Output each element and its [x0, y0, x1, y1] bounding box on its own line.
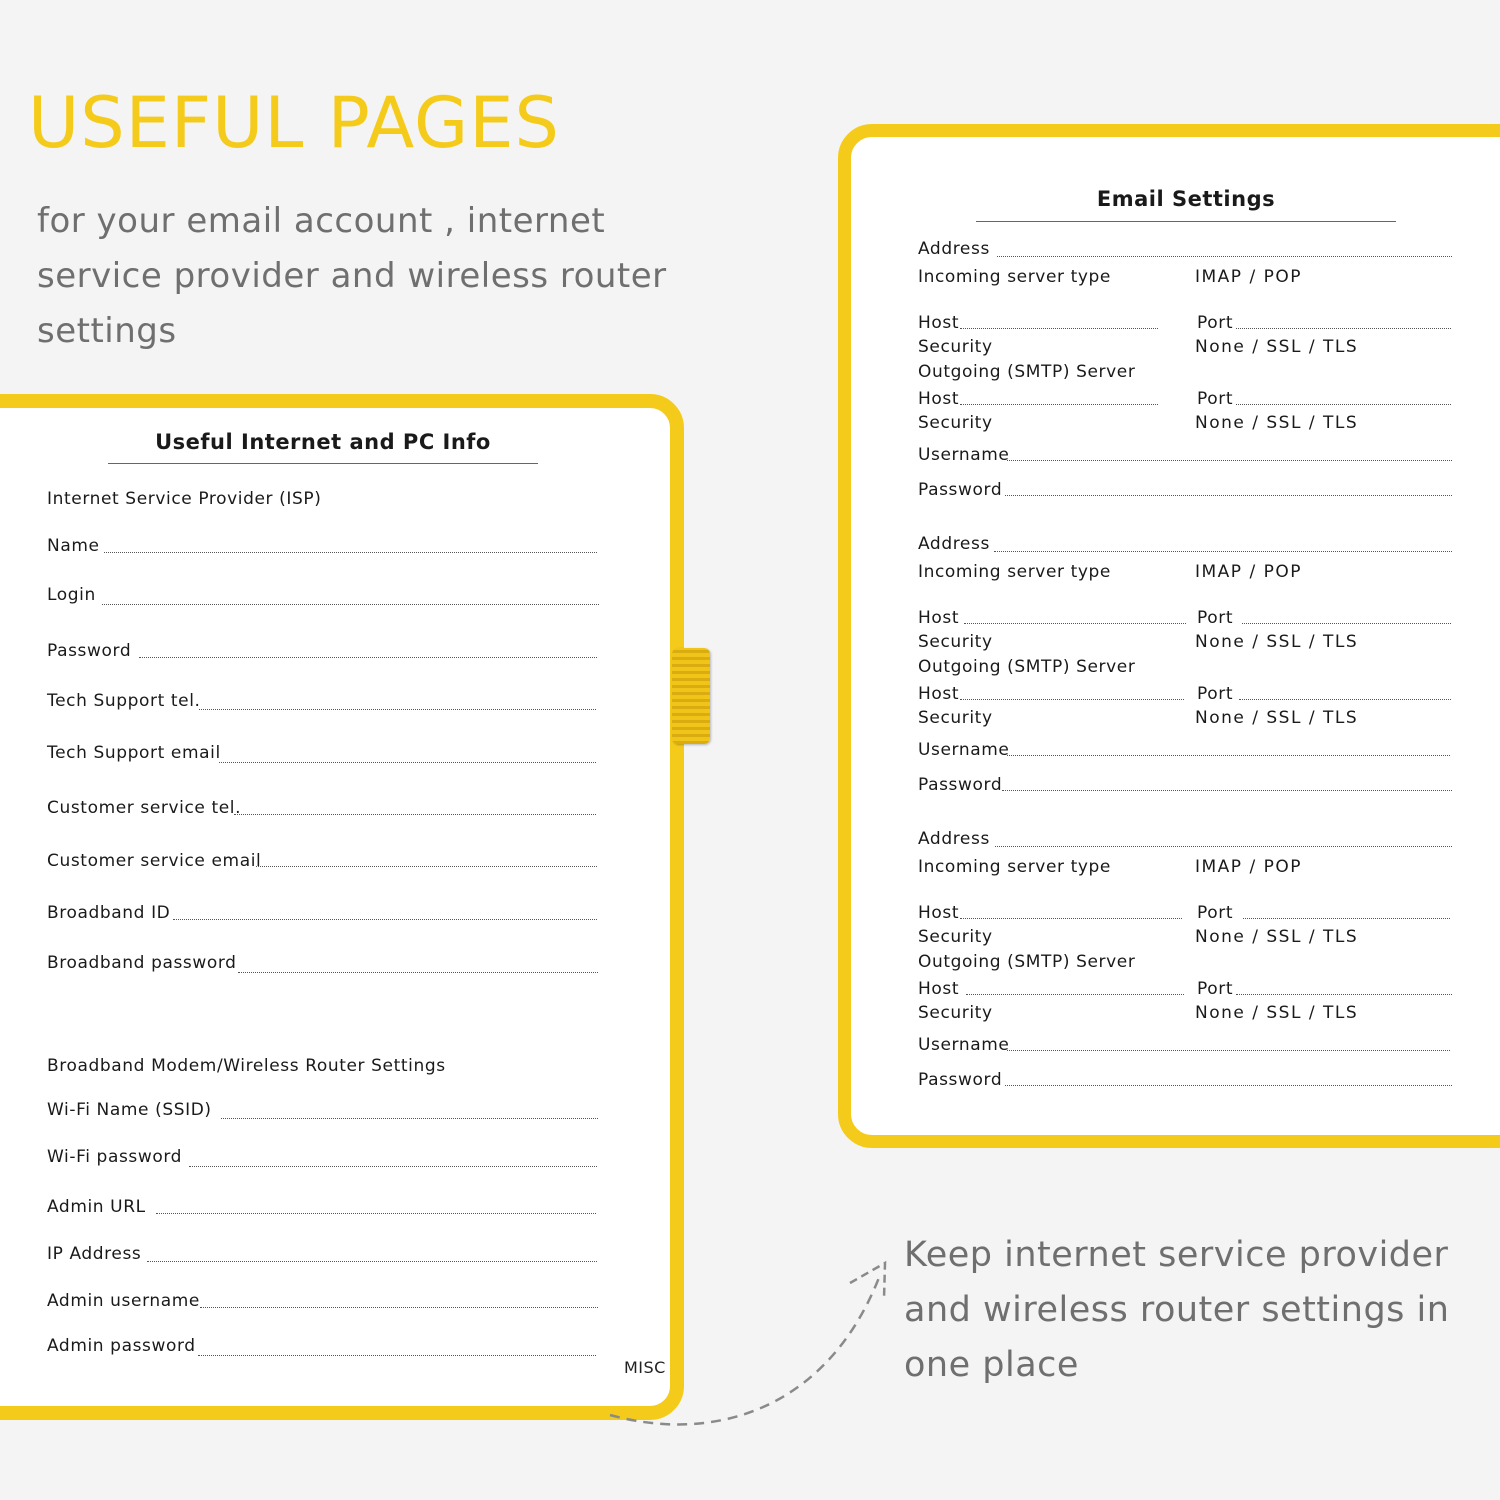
incoming-security-options[interactable]: None / SSL / TLS: [1195, 632, 1359, 652]
email-address-label: Address: [918, 829, 990, 849]
field-line-ip-address[interactable]: [147, 1261, 597, 1262]
field-label-name: Name: [47, 536, 100, 556]
field-line-admin-username[interactable]: [200, 1307, 598, 1308]
field-label-cs-tel: Customer service tel.: [47, 798, 242, 818]
field-label-wifi-password: Wi-Fi password: [47, 1147, 183, 1167]
username-line[interactable]: [1007, 755, 1450, 756]
incoming-security-options[interactable]: None / SSL / TLS: [1195, 337, 1359, 357]
field-label-ip-address: IP Address: [47, 1244, 142, 1264]
imap-pop-options[interactable]: IMAP / POP: [1195, 562, 1302, 582]
outgoing-port-label: Port: [1197, 389, 1234, 409]
field-line-password[interactable]: [139, 657, 597, 658]
password-label: Password: [918, 1070, 1003, 1090]
outgoing-security-label: Security: [918, 1003, 993, 1023]
router-section-label: Broadband Modem/Wireless Router Settings: [47, 1056, 446, 1076]
outgoing-host-label: Host: [918, 979, 960, 999]
outgoing-host-line[interactable]: [966, 994, 1184, 995]
internet-pc-info-title: Useful Internet and PC Info: [155, 430, 491, 454]
email-address-line[interactable]: [995, 846, 1452, 847]
outgoing-server-label: Outgoing (SMTP) Server: [918, 362, 1136, 382]
incoming-port-line[interactable]: [1236, 328, 1451, 329]
field-line-cs-email[interactable]: [256, 866, 597, 867]
field-line-name[interactable]: [104, 552, 597, 553]
username-label: Username: [918, 740, 1010, 760]
username-label: Username: [918, 1035, 1010, 1055]
incoming-host-line[interactable]: [960, 918, 1182, 919]
field-line-admin-url[interactable]: [156, 1213, 596, 1214]
incoming-host-line[interactable]: [960, 328, 1158, 329]
password-line[interactable]: [1005, 495, 1452, 496]
field-label-tech-email: Tech Support email: [47, 743, 221, 763]
field-line-login[interactable]: [102, 604, 599, 605]
incoming-host-label: Host: [918, 608, 960, 628]
field-label-password: Password: [47, 641, 132, 661]
field-label-admin-url: Admin URL: [47, 1197, 146, 1217]
headline: USEFUL PAGES: [28, 82, 560, 164]
field-line-admin-password[interactable]: [198, 1355, 596, 1356]
username-line[interactable]: [1007, 1050, 1450, 1051]
outgoing-port-label: Port: [1197, 979, 1234, 999]
email-address-line[interactable]: [997, 256, 1452, 257]
field-label-admin-password: Admin password: [47, 1336, 196, 1356]
password-line[interactable]: [1005, 1085, 1452, 1086]
password-line[interactable]: [1002, 790, 1452, 791]
incoming-security-label: Security: [918, 927, 993, 947]
misc-tab-label: MISC: [624, 1358, 666, 1377]
field-label-admin-username: Admin username: [47, 1291, 200, 1311]
password-label: Password: [918, 775, 1003, 795]
imap-pop-options[interactable]: IMAP / POP: [1195, 267, 1302, 287]
incoming-port-label: Port: [1197, 608, 1234, 628]
email-address-label: Address: [918, 534, 990, 554]
subtitle: for your email account , internet service provider and wireless router settings: [37, 201, 667, 351]
field-line-broadband-id[interactable]: [173, 919, 597, 920]
outgoing-security-label: Security: [918, 708, 993, 728]
outgoing-security-options[interactable]: None / SSL / TLS: [1195, 1003, 1359, 1023]
incoming-security-label: Security: [918, 337, 993, 357]
incoming-port-line[interactable]: [1242, 623, 1451, 624]
outgoing-host-line[interactable]: [960, 404, 1158, 405]
field-label-broadband-password: Broadband password: [47, 953, 237, 973]
incoming-port-label: Port: [1197, 313, 1234, 333]
email-settings-title: Email Settings: [1096, 187, 1276, 211]
field-line-broadband-password[interactable]: [238, 972, 598, 973]
username-label: Username: [918, 445, 1010, 465]
field-line-cs-tel[interactable]: [234, 814, 596, 815]
incoming-server-type-label: Incoming server type: [918, 267, 1111, 287]
incoming-host-label: Host: [918, 903, 960, 923]
outgoing-security-label: Security: [918, 413, 993, 433]
outgoing-server-label: Outgoing (SMTP) Server: [918, 952, 1136, 972]
incoming-host-line[interactable]: [964, 623, 1186, 624]
email-address-label: Address: [918, 239, 990, 259]
password-label: Password: [918, 480, 1003, 500]
outgoing-host-label: Host: [918, 684, 960, 704]
outgoing-security-options[interactable]: None / SSL / TLS: [1195, 413, 1359, 433]
field-line-tech-tel[interactable]: [199, 709, 596, 710]
incoming-security-label: Security: [918, 632, 993, 652]
incoming-server-type-label: Incoming server type: [918, 857, 1111, 877]
incoming-port-line[interactable]: [1243, 918, 1450, 919]
username-line[interactable]: [1007, 460, 1452, 461]
field-label-broadband-id: Broadband ID: [47, 903, 171, 923]
incoming-server-type-label: Incoming server type: [918, 562, 1111, 582]
title-rule: [976, 221, 1396, 222]
field-line-wifi-password[interactable]: [189, 1166, 597, 1167]
field-line-tech-email[interactable]: [219, 762, 596, 763]
email-address-line[interactable]: [994, 551, 1452, 552]
isp-section-label: Internet Service Provider (ISP): [47, 489, 322, 509]
imap-pop-options[interactable]: IMAP / POP: [1195, 857, 1302, 877]
field-label-login: Login: [47, 585, 96, 605]
incoming-host-label: Host: [918, 313, 960, 333]
outgoing-port-label: Port: [1197, 684, 1234, 704]
outgoing-port-line[interactable]: [1236, 994, 1452, 995]
outgoing-port-line[interactable]: [1236, 404, 1451, 405]
incoming-security-options[interactable]: None / SSL / TLS: [1195, 927, 1359, 947]
outgoing-security-options[interactable]: None / SSL / TLS: [1195, 708, 1359, 728]
title-rule: [108, 463, 538, 464]
callout-text: Keep internet service provider and wireless router settings in one place: [904, 1235, 1450, 1385]
field-label-ssid: Wi-Fi Name (SSID): [47, 1100, 212, 1120]
outgoing-host-line[interactable]: [960, 699, 1184, 700]
field-line-ssid[interactable]: [221, 1118, 598, 1119]
outgoing-server-label: Outgoing (SMTP) Server: [918, 657, 1136, 677]
incoming-port-label: Port: [1197, 903, 1234, 923]
elastic-band: [672, 648, 710, 744]
dashed-arrow-icon: [600, 1255, 900, 1435]
outgoing-port-line[interactable]: [1239, 699, 1451, 700]
field-label-tech-tel: Tech Support tel.: [47, 691, 201, 711]
field-label-cs-email: Customer service email: [47, 851, 262, 871]
outgoing-host-label: Host: [918, 389, 960, 409]
